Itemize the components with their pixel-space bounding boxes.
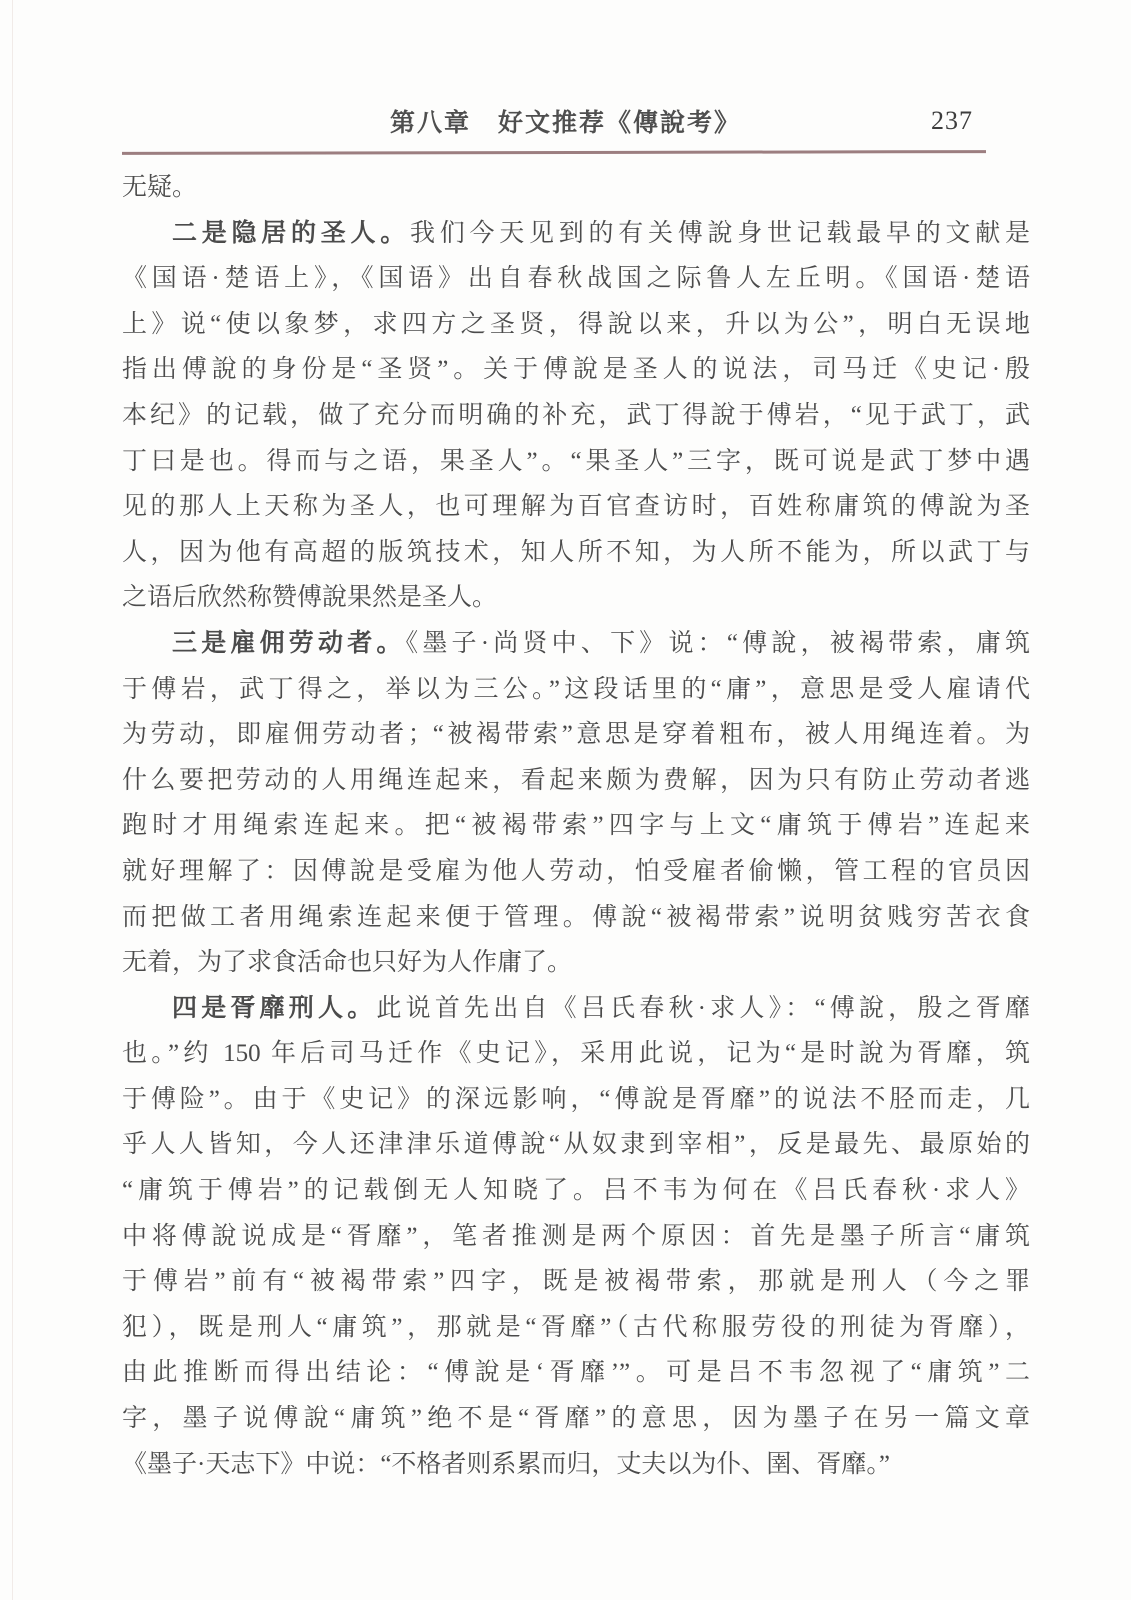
- text-segment: 犯），既是刑人“庸筑”，那就是“胥靡”（古代称服劳役的刑徒为胥靡），: [122, 1313, 1030, 1341]
- text-segment: 之语后欣然称赞傅說果然是圣人。: [122, 584, 498, 612]
- text-line: [122, 1350, 1030, 1396]
- text-line: [122, 1259, 1030, 1305]
- text-segment: 跑时才用绳索连起来。把“被褐带索”四字与上文“庸筑于傅岩”连起来: [122, 812, 1030, 840]
- text-segment: 也。”约 150 年后司马迁作《史记》，采用此说，记为“是时說为胥靡，筑: [122, 1040, 1030, 1068]
- text-segment: 什么要把劳动的人用绳连起来，看起来颇为费解，因为只有防止劳动者逃: [122, 766, 1030, 794]
- text-segment: “庸筑于傅岩”的记载倒无人知晓了。吕不韦为何在《吕氏春秋·求人》: [122, 1177, 1030, 1205]
- scan-crease: [12, 0, 13, 1600]
- text-segment: 就好理解了：因傅說是受雇为他人劳动，怕受雇者偷懒，管工程的官员因: [122, 857, 1030, 885]
- text-segment: 《墨子·天志下》中说：“不格者则系累而归，丈夫以为仆、圉、胥靡。”: [122, 1450, 891, 1478]
- text-segment: 本纪》的记载，做了充分而明确的补充，武丁得說于傅岩，“见于武丁，武: [122, 401, 1030, 429]
- text-segment: 由此推断而得出结论：“傅說是‘胥靡’”。可是吕不韦忽视了“庸筑”二: [122, 1359, 1030, 1387]
- text-line: [122, 1122, 1030, 1168]
- text-segment: 人，因为他有高超的版筑技术，知人所不知，为人所不能为，所以武丁与: [122, 538, 1030, 566]
- text-segment: 为劳动，即雇佣劳动者；“被褐带索”意思是穿着粗布，被人用绳连着。为: [122, 721, 1030, 749]
- text-segment: 无着，为了求食活命也只好为人作庸了。: [122, 949, 573, 977]
- text-segment: 我们今天见到的有关傅說身世记载最早的文献是: [410, 219, 1030, 247]
- text-segment: 于傅岩”前有“被褐带索”四字，既是被褐带索，那就是刑人（今之罪: [122, 1268, 1030, 1296]
- text-line: [122, 484, 1030, 530]
- text-line: [122, 1442, 1030, 1488]
- text-line: [122, 1214, 1030, 1260]
- text-segment: 此说首先出自《吕氏春秋·求人》：“傅說，殷之胥靡: [376, 994, 1030, 1022]
- text-segment: 而把做工者用绳索连起来便于管理。傅說“被褐带索”说明贫贱穷苦衣食: [122, 903, 1030, 931]
- text-segment: 指出傅說的身份是“圣贤”。关于傅說是圣人的说法，司马迁《史记·殷: [122, 356, 1030, 384]
- text-line: [122, 1031, 1030, 1077]
- text-line: [122, 1396, 1030, 1442]
- text-line: [122, 165, 1030, 211]
- text-line: [122, 986, 1030, 1032]
- text-line: [122, 621, 1030, 667]
- paragraph-lead: 三是雇佣劳动者。: [172, 629, 406, 657]
- chapter-header-title: 第八章 好文推荐《傳說考》: [389, 110, 741, 137]
- text-segment: 《墨子·尚贤中、下》说：“傅說，被褐带索，庸筑: [405, 629, 1030, 657]
- text-line: [122, 439, 1030, 485]
- paragraph-lead: 四是胥靡刑人。: [172, 994, 377, 1022]
- text-line: [122, 347, 1030, 393]
- text-segment: 上》说“使以象梦，求四方之圣贤，得說以来，升以为公”，明白无误地: [122, 310, 1030, 338]
- text-segment: 于傅岩，武丁得之，举以为三公。”这段话里的“庸”，意思是受人雇请代: [122, 675, 1030, 703]
- text-segment: 乎人人皆知，今人还津津乐道傅說“从奴隶到宰相”，反是最先、最原始的: [122, 1131, 1030, 1159]
- text-line: [122, 758, 1030, 804]
- text-line: [122, 895, 1030, 941]
- text-segment: 于傅险”。由于《史记》的深远影响，“傅說是胥靡”的说法不胫而走，几: [122, 1085, 1030, 1113]
- text-line: [122, 1305, 1030, 1351]
- text-segment: 丁曰是也。得而与之语，果圣人”。“果圣人”三字，既可说是武丁梦中遇: [122, 447, 1030, 475]
- text-line: [122, 1077, 1030, 1123]
- text-line: [122, 256, 1030, 302]
- text-line: [122, 1168, 1030, 1214]
- text-line: [122, 530, 1030, 576]
- text-line: [122, 849, 1030, 895]
- text-segment: 《国语·楚语上》，《国语》出自春秋战国之际鲁人左丘明。《国语·楚语: [122, 265, 1030, 293]
- text-line: [122, 712, 1030, 758]
- paragraph-lead: 二是隐居的圣人。: [172, 219, 410, 247]
- text-line: [122, 211, 1030, 257]
- text-segment: 见的那人上天称为圣人，也可理解为百官查访时，百姓称庸筑的傅說为圣: [122, 493, 1030, 521]
- page-number: 237: [931, 106, 973, 135]
- text-segment: 无疑。: [122, 174, 198, 201]
- text-segment: 字，墨子说傅說“庸筑”绝不是“胥靡”的意思，因为墨子在另一篇文章: [122, 1405, 1030, 1433]
- text-line: [122, 940, 1030, 986]
- text-line: [122, 667, 1030, 713]
- page-body: [122, 165, 1030, 1487]
- text-line: [122, 302, 1030, 348]
- header-rule: [122, 150, 986, 155]
- text-segment: 中将傅說说成是“胥靡”，笔者推测是两个原因：首先是墨子所言“庸筑: [122, 1222, 1030, 1250]
- text-line: [122, 803, 1030, 849]
- text-line: [122, 393, 1030, 439]
- text-line: [122, 575, 1030, 621]
